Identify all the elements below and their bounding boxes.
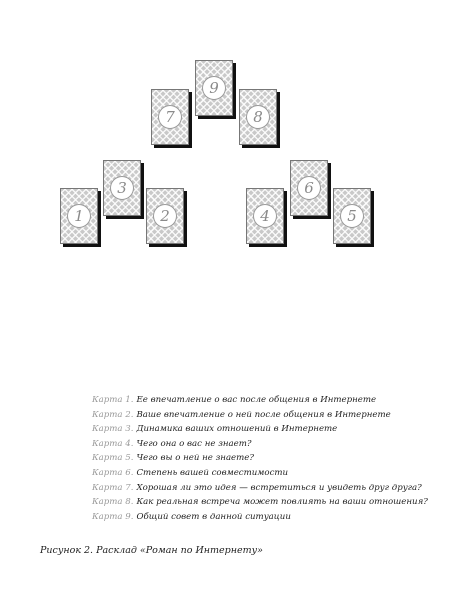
legend-label: Карта 2. [92,409,134,420]
card-number: 5 [347,207,357,225]
card-number: 4 [260,207,270,225]
legend-label: Карта 9. [92,511,134,522]
legend-label: Карта 8. [92,497,134,508]
legend-text: Как реальная встреча может повлиять на ваши отношения? [136,497,428,508]
legend-label: Карта 5. [92,453,134,464]
legend-label: Карта 3. [92,424,134,435]
card-1 [60,188,98,244]
figure-caption: Рисунок 2. Расклад «Роман по Интернету» [40,545,263,556]
legend-item [92,510,422,525]
card-5 [333,188,371,244]
legend-label: Карта 7. [92,482,134,493]
legend-label: Карта 4. [92,438,134,449]
legend-item [92,451,422,466]
card-number: 9 [209,79,219,97]
legend-item [92,481,422,496]
legend-text: Ее впечатление о вас после общения в Интернете [136,395,377,405]
legend-text: Степень вашей совместимости [136,467,289,478]
legend-item [92,422,422,437]
legend-text: Ваше впечатление о ней после общения в Интернете [136,409,391,420]
legend-item [92,466,422,481]
card-number: 1 [74,207,84,225]
card-2 [146,188,184,244]
legend-text: Хорошая ли это идея — встретиться и увидеть друг друга? [136,482,422,493]
legend-text: Общий совет в данной ситуации [136,511,291,522]
legend-label: Карта 6. [92,467,134,478]
legend-item [92,437,422,452]
card-4 [246,188,284,244]
card-number: 8 [253,108,263,126]
card-6 [290,160,328,216]
tarot-spread [0,0,476,300]
legend-item [92,393,422,408]
card-number: 7 [165,108,175,126]
card-legend [92,393,428,524]
legend-item [92,495,428,510]
legend-item [92,408,422,423]
card-3 [103,160,141,216]
card-number: 3 [117,179,127,197]
card-8 [239,89,277,145]
legend-text: Чего вы о ней не знаете? [136,453,254,464]
card-9 [195,60,233,116]
card-number: 6 [304,179,314,197]
legend-text: Чего она о вас не знает? [136,438,252,449]
legend-label: Карта 1. [92,395,134,405]
card-number: 2 [160,207,170,225]
legend-text: Динамика ваших отношений в Интернете [136,424,338,435]
card-7 [151,89,189,145]
